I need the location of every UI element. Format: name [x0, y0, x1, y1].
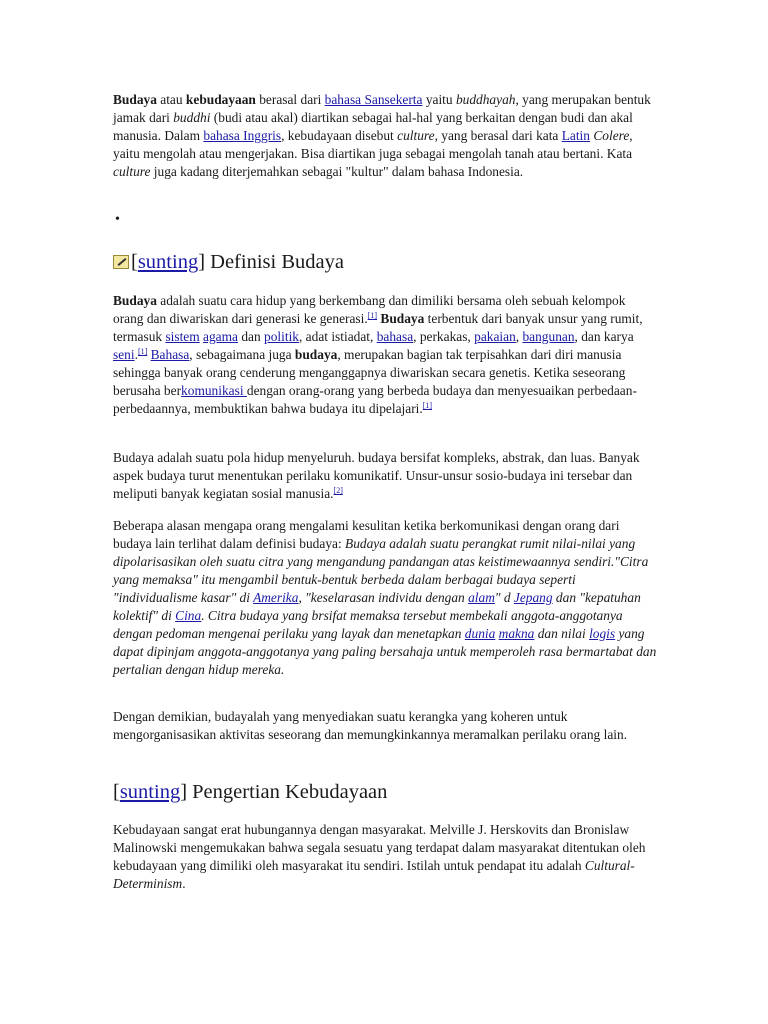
reference [368, 311, 377, 320]
link-makna[interactable]: makna [498, 626, 535, 641]
text: (budi atau akal) diartikan sebagai hal-hal yang berkaitan dengan budi dan akal manusia. Dalam [113, 110, 633, 143]
list-bullet: • [115, 212, 120, 227]
ref-link-2[interactable]: [1] [137, 347, 148, 356]
text: , adat istiadat, [298, 329, 377, 344]
pengertian-paragraph-1 [113, 821, 658, 893]
pencil-icon[interactable] [113, 255, 129, 269]
term-culture: culture [397, 128, 435, 143]
text: Budaya adalah suatu perangkat rumit nilai-nilai yang dipolarisasikan oleh suatu citra yang mengandung pandangan atas keistimewaannya sendiri."Citra yang memaksa" itu mengambil bentuk-bentuk berbeda dalam berbagai budaya seperti "individualisme kasar" di [113, 536, 649, 605]
reference [423, 401, 432, 410]
text: " d [494, 590, 514, 605]
text: , dan karya [574, 329, 634, 344]
text: dan nilai [534, 626, 590, 641]
text: dan [237, 329, 265, 344]
link-bahasa-2[interactable]: Bahasa [150, 347, 190, 362]
text: . Citra budaya yang brsifat memaksa tersebut membekali anggota-anggotanya dengan pedoman mengenai perilaku yang layak dan menetapkan [113, 608, 623, 641]
link-komunikasi[interactable]: komunikasi [181, 383, 247, 398]
link-seni[interactable]: seni [113, 347, 135, 362]
link-pakaian[interactable]: pakaian [474, 329, 516, 344]
text: terbentuk dari banyak unsur yang rumit, termasuk [113, 311, 643, 344]
text: yaitu [422, 92, 456, 107]
edit-link-pengertian[interactable]: sunting [119, 781, 181, 803]
text: , perkakas, [413, 329, 475, 344]
text: Dengan demikian, budayalah yang menyediakan suatu kerangka yang koheren untuk mengorganisasikan aktivitas seseorang dan memungkinkannya meramalkan perilaku orang lain. [113, 709, 628, 742]
bracket-open: [ [113, 781, 120, 803]
text: atau [156, 92, 186, 107]
ref-link-4[interactable]: [2] [333, 486, 343, 495]
text: yang dapat dipinjam anggota-anggotanya yang paling bersahaja untuk memperoleh rasa bermartabat dan pertalian dengan hidup mereka. [113, 626, 657, 677]
text: berasal dari [255, 92, 325, 107]
link-alam[interactable]: alam [468, 590, 495, 605]
text: , [515, 329, 523, 344]
heading-title: Definisi Budaya [205, 251, 344, 273]
text: Beberapa alasan mengapa orang mengalami kesulitan ketika berkomunikasi dengan orang dari budaya lain terlihat dalam definisi budaya: [113, 518, 620, 551]
link-cina[interactable]: Cina [175, 608, 202, 623]
text: adalah suatu cara hidup yang berkembang dan dimiliki bersama oleh sebuah kelompok orang dan diwariskan dari generasi ke generasi. [113, 293, 626, 326]
ref-link-3[interactable]: [1] [422, 401, 433, 410]
heading-title: Pengertian Kebudayaan [187, 781, 388, 803]
link-bahasa-sansekerta[interactable]: bahasa Sansekerta [324, 92, 423, 107]
text: , merupakan bagian tak terpisahkan dari diri manusia sehingga banyak orang cenderung menganggapnya diwariskan secara genetis. Ketika seseorang berusaha ber [113, 347, 626, 398]
link-bahasa-inggris[interactable]: bahasa Inggris [203, 128, 282, 143]
bracket-open: [ [131, 251, 138, 273]
text: , kebudayaan disebut [281, 128, 398, 143]
text: , sebagaimana juga [189, 347, 295, 362]
reference [334, 486, 343, 495]
link-amerika[interactable]: Amerika [253, 590, 299, 605]
link-bangunan[interactable]: bangunan [522, 329, 575, 344]
link-agama[interactable]: agama [203, 329, 238, 344]
term-colere: Colere [593, 128, 630, 143]
term-culture-2: culture [113, 164, 151, 179]
term-cultural-determinism: Cultural-Determinism [113, 858, 635, 891]
bracket-close: ] [180, 781, 188, 803]
reference [138, 347, 147, 356]
text: Budaya adalah suatu pola hidup menyeluruh. budaya bersifat kompleks, abstrak, dan luas. Banyak aspek budaya turut menentukan perilaku komunikatif. Unsur-unsur sosio-budaya ini tersebar dan meliputi banyak kegiatan sosial manusia. [113, 450, 640, 501]
edit-link-definisi[interactable]: sunting [137, 251, 199, 273]
link-bahasa[interactable]: bahasa [376, 329, 414, 344]
ref-link-1[interactable]: [1] [367, 311, 378, 320]
definisi-paragraph-1 [113, 292, 658, 418]
definisi-paragraph-3 [113, 517, 658, 679]
quoted-definition [113, 536, 656, 677]
term-buddhi: buddhi [173, 110, 211, 125]
definisi-paragraph-2 [113, 449, 658, 503]
term-buddhayah: buddhayah [455, 92, 516, 107]
link-politik[interactable]: politik [264, 329, 299, 344]
link-jepang[interactable]: Jepang [513, 590, 553, 605]
link-sistem[interactable]: sistem [165, 329, 200, 344]
text: dan "kepatuhan kolektif" di [113, 590, 641, 623]
term-budaya: Budaya [113, 92, 157, 107]
term-budaya-2: Budaya [380, 311, 425, 326]
heading-definisi-budaya [113, 249, 344, 275]
intro-paragraph [113, 91, 658, 181]
heading-pengertian-kebudayaan [113, 779, 387, 805]
definisi-paragraph-4 [113, 708, 658, 744]
text: . [182, 876, 186, 891]
bracket-close: ] [198, 251, 206, 273]
text: , yaitu mengolah atau mengerjakan. Bisa diartikan juga sebagai mengolah tanah atau bertani. Kata [113, 128, 633, 161]
text: , yang berasal dari kata [434, 128, 562, 143]
text: , yang merupakan bentuk jamak dari [113, 92, 651, 125]
term-budaya-3: budaya [294, 347, 338, 362]
link-latin[interactable]: Latin [561, 128, 590, 143]
link-dunia[interactable]: dunia [464, 626, 496, 641]
text: . [134, 347, 138, 362]
text: dengan orang-orang yang berbeda budaya dan menyesuaikan perbedaan-perbedaannya, membuktikan bahwa budaya itu dipelajari. [113, 383, 637, 416]
text: Kebudayaan sangat erat hubungannya dengan masyarakat. Melville J. Herskovits dan Bronislaw Malinowski mengemukakan bahwa segala sesuatu yang terdapat dalam masyarakat ditentukan oleh kebudayaan yang dimiliki oleh masyarakat itu sendiri. Istilah untuk pendapat itu adalah [113, 822, 646, 873]
term-budaya: Budaya [113, 293, 157, 308]
text: , "keselarasan individu dengan [298, 590, 469, 605]
term-kebudayaan: kebudayaan [185, 92, 256, 107]
link-logis[interactable]: logis [589, 626, 616, 641]
text: juga kadang diterjemahkan sebagai "kultur" dalam bahasa Indonesia. [150, 164, 524, 179]
